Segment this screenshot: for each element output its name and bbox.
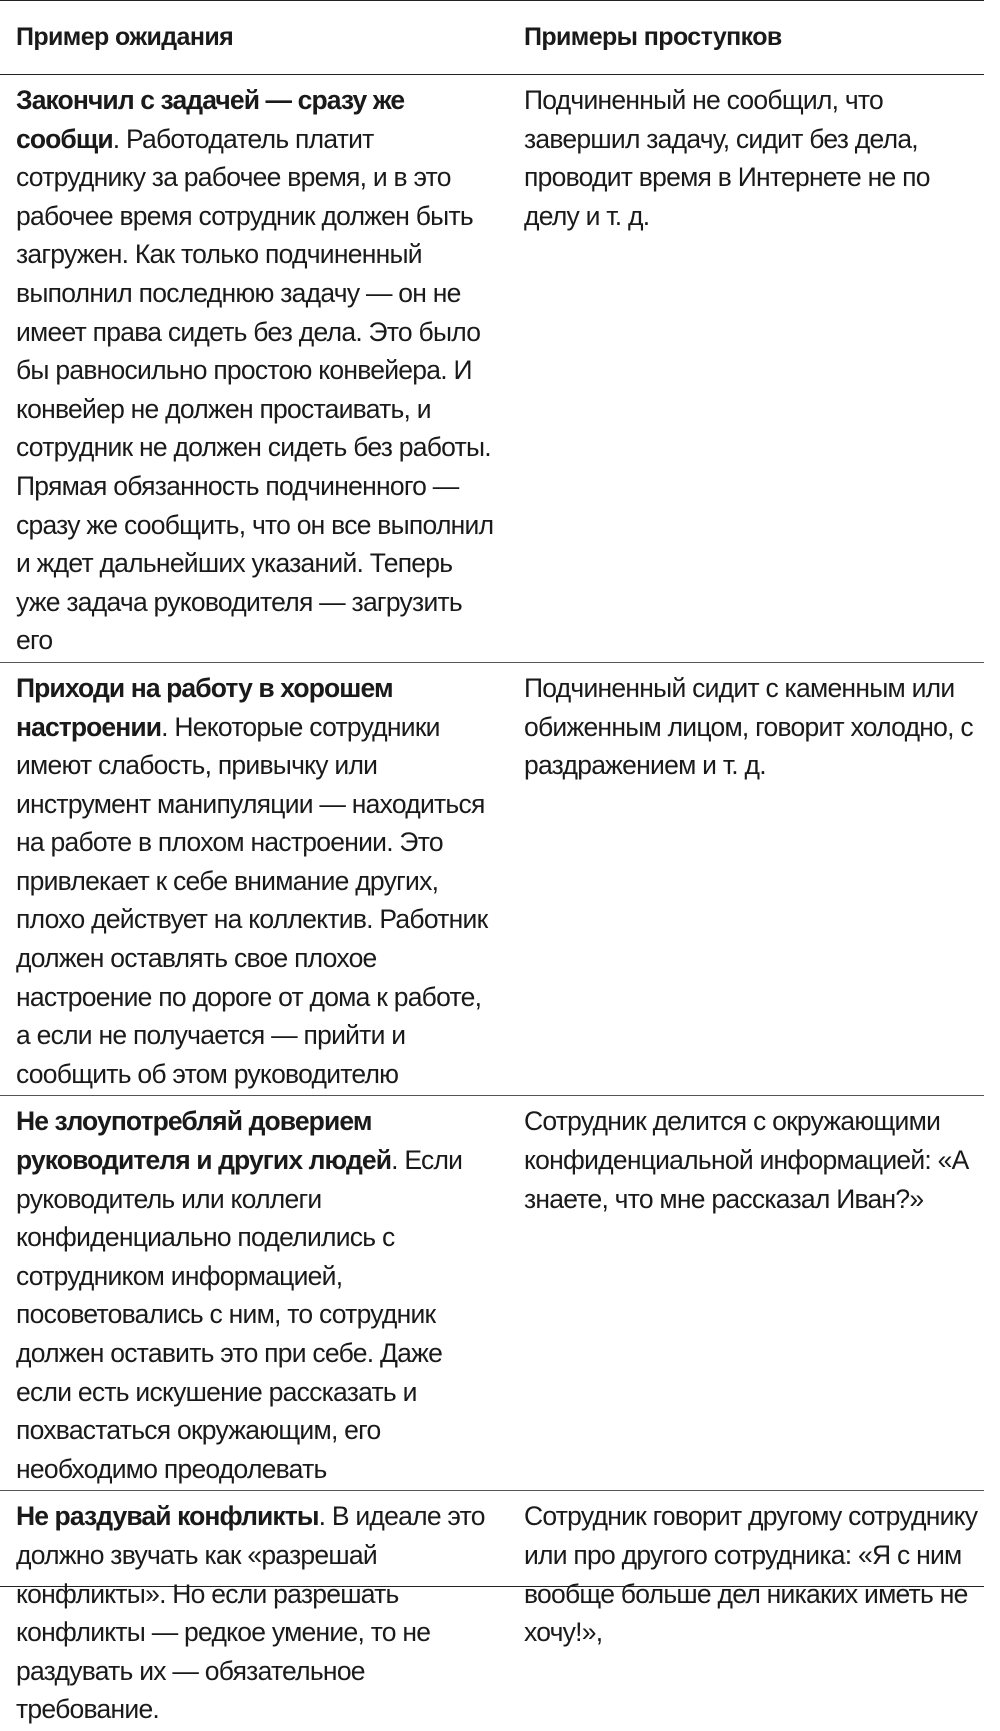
violation-cell: Подчиненный сидит с каменным или обиженным лицом, говорит холодно, с раздражением и т. д.	[510, 662, 984, 1096]
table-row	[0, 1096, 984, 1491]
expectation-lead: Не злоупотребляй доверием руководителя и других людей	[16, 1106, 392, 1176]
table-header-row	[0, 1, 984, 75]
violation-cell: Подчиненный не сообщил, что завершил задачу, сидит без дела, проводит время в Интернете не по делу и т. д.	[510, 75, 984, 663]
table-row	[0, 662, 984, 1096]
expectation-lead: Закончил с задачей — сразу же сообщи	[16, 85, 405, 154]
header-violation-examples: Примеры проступков	[510, 1, 984, 75]
violation-cell: Сотрудник говорит другому сотруднику или про другого сотрудника: «Я с ним вообще больше дел никаких иметь не хочу!»,	[524, 1501, 978, 1648]
expectation-cell	[0, 1096, 510, 1491]
table-row	[0, 1491, 984, 1731]
header-expectation-example: Пример ожидания	[0, 1, 510, 75]
expectation-text: . Некоторые сотрудники имеют слабость, привычку или инструмент манипуляции — находиться на работе в плохом настроении. Это привлекает к себе внимание других, плохо действует на коллектив. Работник должен оставлять свое плохое настроение по дороге от дома к работе, а если не получается — прийти и сообщить об этом руководителю	[16, 711, 488, 1089]
expectation-cell	[0, 662, 510, 1096]
expectation-lead: Не раздувай конфликты	[16, 1501, 319, 1532]
expectation-cell	[0, 1491, 510, 1731]
expectation-lead: Приходи на работу в хорошем настроении	[16, 672, 393, 742]
expectation-text: . В идеале это должно звучать как «разрешай конфликты». Но если разрешать конфликты — редкое умение, то не раздувать их — обязательное требование.	[16, 1501, 485, 1725]
table-row	[0, 75, 984, 663]
violation-cell: Сотрудник делится с окружающими конфиденциальной информацией: «А знаете, что мне рассказал Иван?»	[510, 1096, 984, 1491]
expectation-text: . Если руководитель или коллеги конфиденциально поделились с сотрудником информацией, посоветовались с ним, то сотрудник должен оставить это при себе. Даже если есть искушение рассказать и похвастаться окружающим, его необходимо преодолевать	[16, 1145, 463, 1484]
expectation-text: . Работодатель платит сотруднику за рабочее время, и в это рабочее время сотрудник должен быть загружен. Как только подчиненный выполнил последнюю задачу — он не имеет права сидеть без дела. Это было бы равносильно простою конвейера. И конвейер не должен простаивать, и сотрудник не должен сидеть без работы. Прямая обязанность подчиненного — сразу же сообщить, что он все выполнил и ждет дальнейших указаний. Теперь уже задача руководителя — загрузить его	[16, 123, 494, 656]
bottom-rule	[0, 1586, 984, 1587]
expectation-cell	[0, 75, 510, 663]
